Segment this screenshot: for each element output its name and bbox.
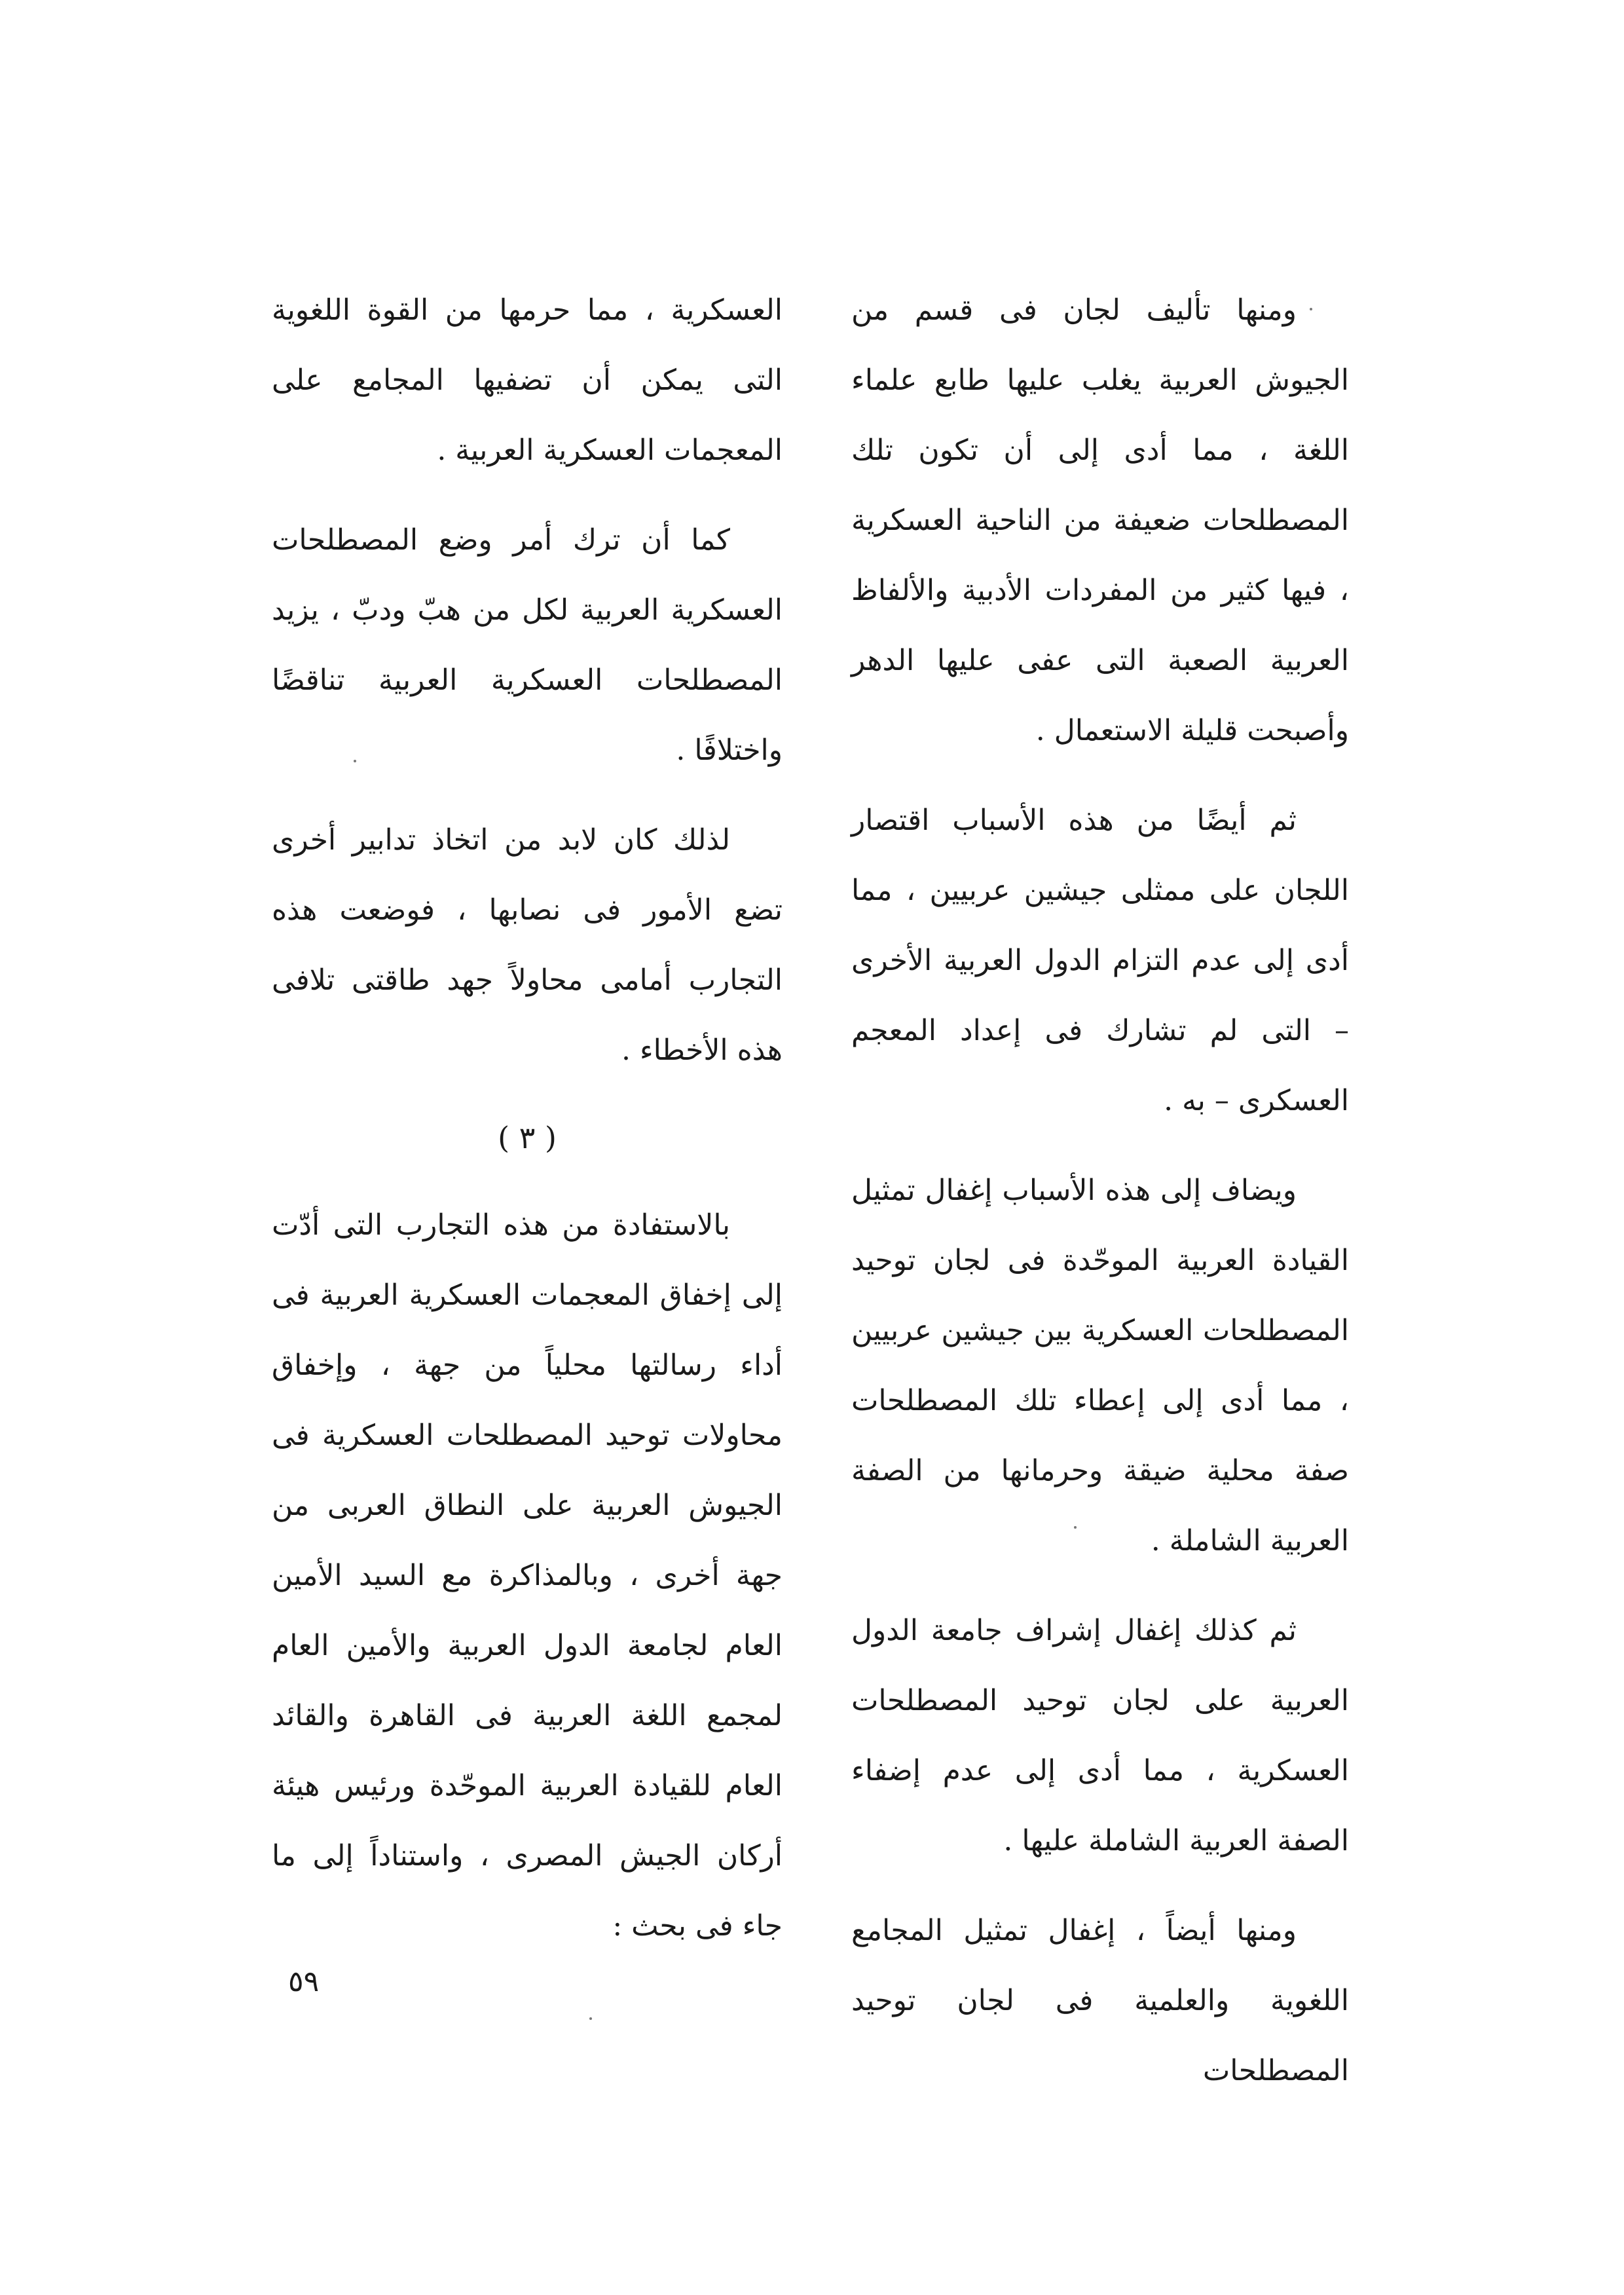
- page-number: ٥٩: [288, 1965, 320, 1998]
- right-column: [851, 275, 1349, 2125]
- section-heading: ( ٣ ): [498, 1120, 557, 1155]
- paragraph: ويضاف إلى هذه الأسباب إغفال تمثيل القيادة العربية الموحّدة فى لجان توحيد المصطلحات العسكرية بين جيشين عربيين ، مما أدى إلى إعطاء تلك المصطلحات صفة محلية ضيقة وحرمانها من الصفة العربية الشاملة .: [851, 1174, 1349, 1558]
- paragraph: كما أن ترك أمر وضع المصطلحات العسكرية العربية لكل من هبّ ودبّ ، يزيد المصطلحات العسكرية العربية تناقضًا واختلافًا .: [272, 523, 783, 767]
- paragraph: لذلك كان لابد من اتخاذ تدابير أخرى تضع الأمور فى نصابها ، فوضعت هذه التجارب أمامى محاولاً جهد طاقتى تلافى هذه الأخطاء .: [272, 823, 783, 1067]
- scan-speck: [354, 760, 356, 762]
- scan-speck: [1074, 1526, 1077, 1529]
- paragraph: بالاستفادة من هذه التجارب التى أدّت إلى إخفاق المعجمات العسكرية العربية فى أداء رسالتها محلياً من جهة ، وإخفاق محاولات توحيد المصطلحات العسكرية فى الجيوش العربية على النطاق العربى من جهة أخرى ، وبالمذاكرة مع السيد الأمين العام لجامعة الدول العربية والأمين العام لمجمع اللغة العربية فى القاهرة والقائد العام للقيادة العربية الموحّدة ورئيس هيئة أركان الجيش المصرى ، واستناداً إلى ما جاء فى بحث :: [272, 1208, 783, 1943]
- paragraph: ثم كذلك إغفال إشراف جامعة الدول العربية على لجان توحيد المصطلحات العسكرية ، مما أدى إلى عدم إضفاء الصفة العربية الشاملة عليها .: [851, 1614, 1349, 1857]
- left-column: [272, 275, 783, 1981]
- paragraph-continuation: العسكرية ، مما حرمها من القوة اللغوية التى يمكن أن تضفيها المجامع على المعجمات العسكرية العربية .: [272, 293, 783, 467]
- paragraph: ومنها تأليف لجان فى قسم من الجيوش العربية يغلب عليها طابع علماء اللغة ، مما أدى إلى أن تكون تلك المصطلحات ضعيفة من الناحية العسكرية ، فيها كثير من المفردات الأدبية والألفاظ العربية الصعبة التى عفى عليها الدهر وأصبحت قليلة الاستعمال .: [851, 293, 1349, 747]
- scan-speck: [1310, 308, 1312, 310]
- scan-speck: [589, 2017, 592, 2020]
- paragraph: ثم أيضًا من هذه الأسباب اقتصار اللجان على ممثلى جيشين عربيين ، مما أدى إلى عدم التزام الدول العربية الأخرى – التى لم تشارك فى إعداد المعجم العسكرى – به .: [851, 804, 1349, 1117]
- paragraph: ومنها أيضاً ، إغفال تمثيل المجامع اللغوية والعلمية فى لجان توحيد المصطلحات: [851, 1914, 1349, 2087]
